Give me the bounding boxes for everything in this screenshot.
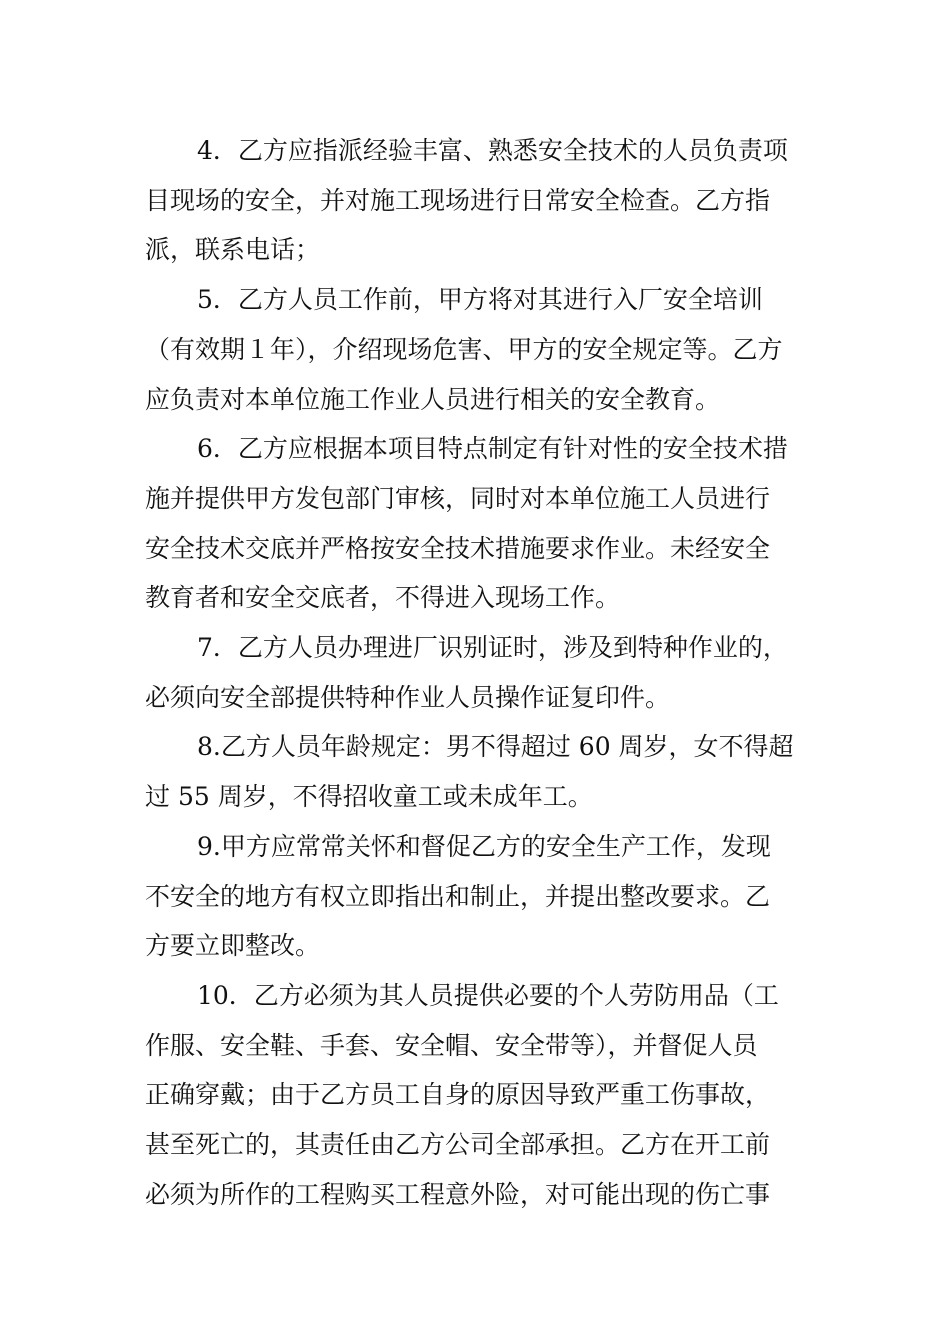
paragraph-line: 正确穿戴；由于乙方员工自身的原因导致严重工伤事故， bbox=[145, 1080, 771, 1110]
paragraph-line: 安全技术交底并严格按安全技术措施要求作业。未经安全 bbox=[145, 533, 771, 563]
paragraph-line: 6．乙方应根据本项目特点制定有针对性的安全技术措 bbox=[197, 434, 788, 464]
paragraph-line: （有效期１年），介绍现场危害、甲方的安全规定等。乙方 bbox=[145, 334, 783, 364]
paragraph-line: 5．乙方人员工作前，甲方将对其进行入厂安全培训 bbox=[197, 285, 763, 315]
paragraph-8 bbox=[145, 722, 807, 821]
paragraph-6 bbox=[145, 424, 807, 623]
paragraph-line: 不安全的地方有权立即指出和制止，并提出整改要求。乙 bbox=[145, 881, 771, 911]
paragraph-9 bbox=[145, 822, 807, 971]
paragraph-line: 9.甲方应常常关怀和督促乙方的安全生产工作，发现 bbox=[197, 831, 771, 861]
paragraph-line: 4．乙方应指派经验丰富、熟悉安全技术的人员负责项 bbox=[197, 136, 788, 165]
paragraph-line: 必须向安全部提供特种作业人员操作证复印件。 bbox=[145, 682, 671, 712]
document-body bbox=[145, 126, 807, 1219]
paragraph-line: 教育者和安全交底者，不得进入现场工作。 bbox=[145, 583, 621, 613]
paragraph-line: 方要立即整改。 bbox=[145, 931, 321, 961]
paragraph-line: 施并提供甲方发包部门审核，同时对本单位施工人员进行 bbox=[145, 483, 771, 513]
paragraph-line: 甚至死亡的，其责任由乙方公司全部承担。乙方在开工前 bbox=[145, 1130, 771, 1160]
paragraph-line: 作服、安全鞋、手套、安全帽、安全带等），并督促人员 bbox=[145, 1030, 758, 1060]
paragraph-line: 目现场的安全，并对施工现场进行日常安全检查。乙方指 bbox=[145, 185, 771, 215]
paragraph-10 bbox=[145, 971, 807, 1220]
paragraph-line: 10．乙方必须为其人员提供必要的个人劳防用品（工 bbox=[197, 980, 779, 1010]
paragraph-4 bbox=[145, 126, 807, 275]
paragraph-line: 应负责对本单位施工作业人员进行相关的安全教育。 bbox=[145, 384, 721, 414]
paragraph-line: 7．乙方人员办理进厂识别证时，涉及到特种作业的， bbox=[197, 633, 788, 663]
paragraph-7 bbox=[145, 623, 807, 722]
paragraph-5 bbox=[145, 275, 807, 424]
paragraph-line: 过 55 周岁，不得招收童工或未成年工。 bbox=[145, 782, 593, 812]
paragraph-line: 8.乙方人员年龄规定：男不得超过 60 周岁，女不得超 bbox=[197, 732, 794, 762]
paragraph-line: 必须为所作的工程购买工程意外险，对可能出现的伤亡事 bbox=[145, 1179, 771, 1209]
paragraph-line: 派，联系电话； bbox=[145, 235, 321, 265]
